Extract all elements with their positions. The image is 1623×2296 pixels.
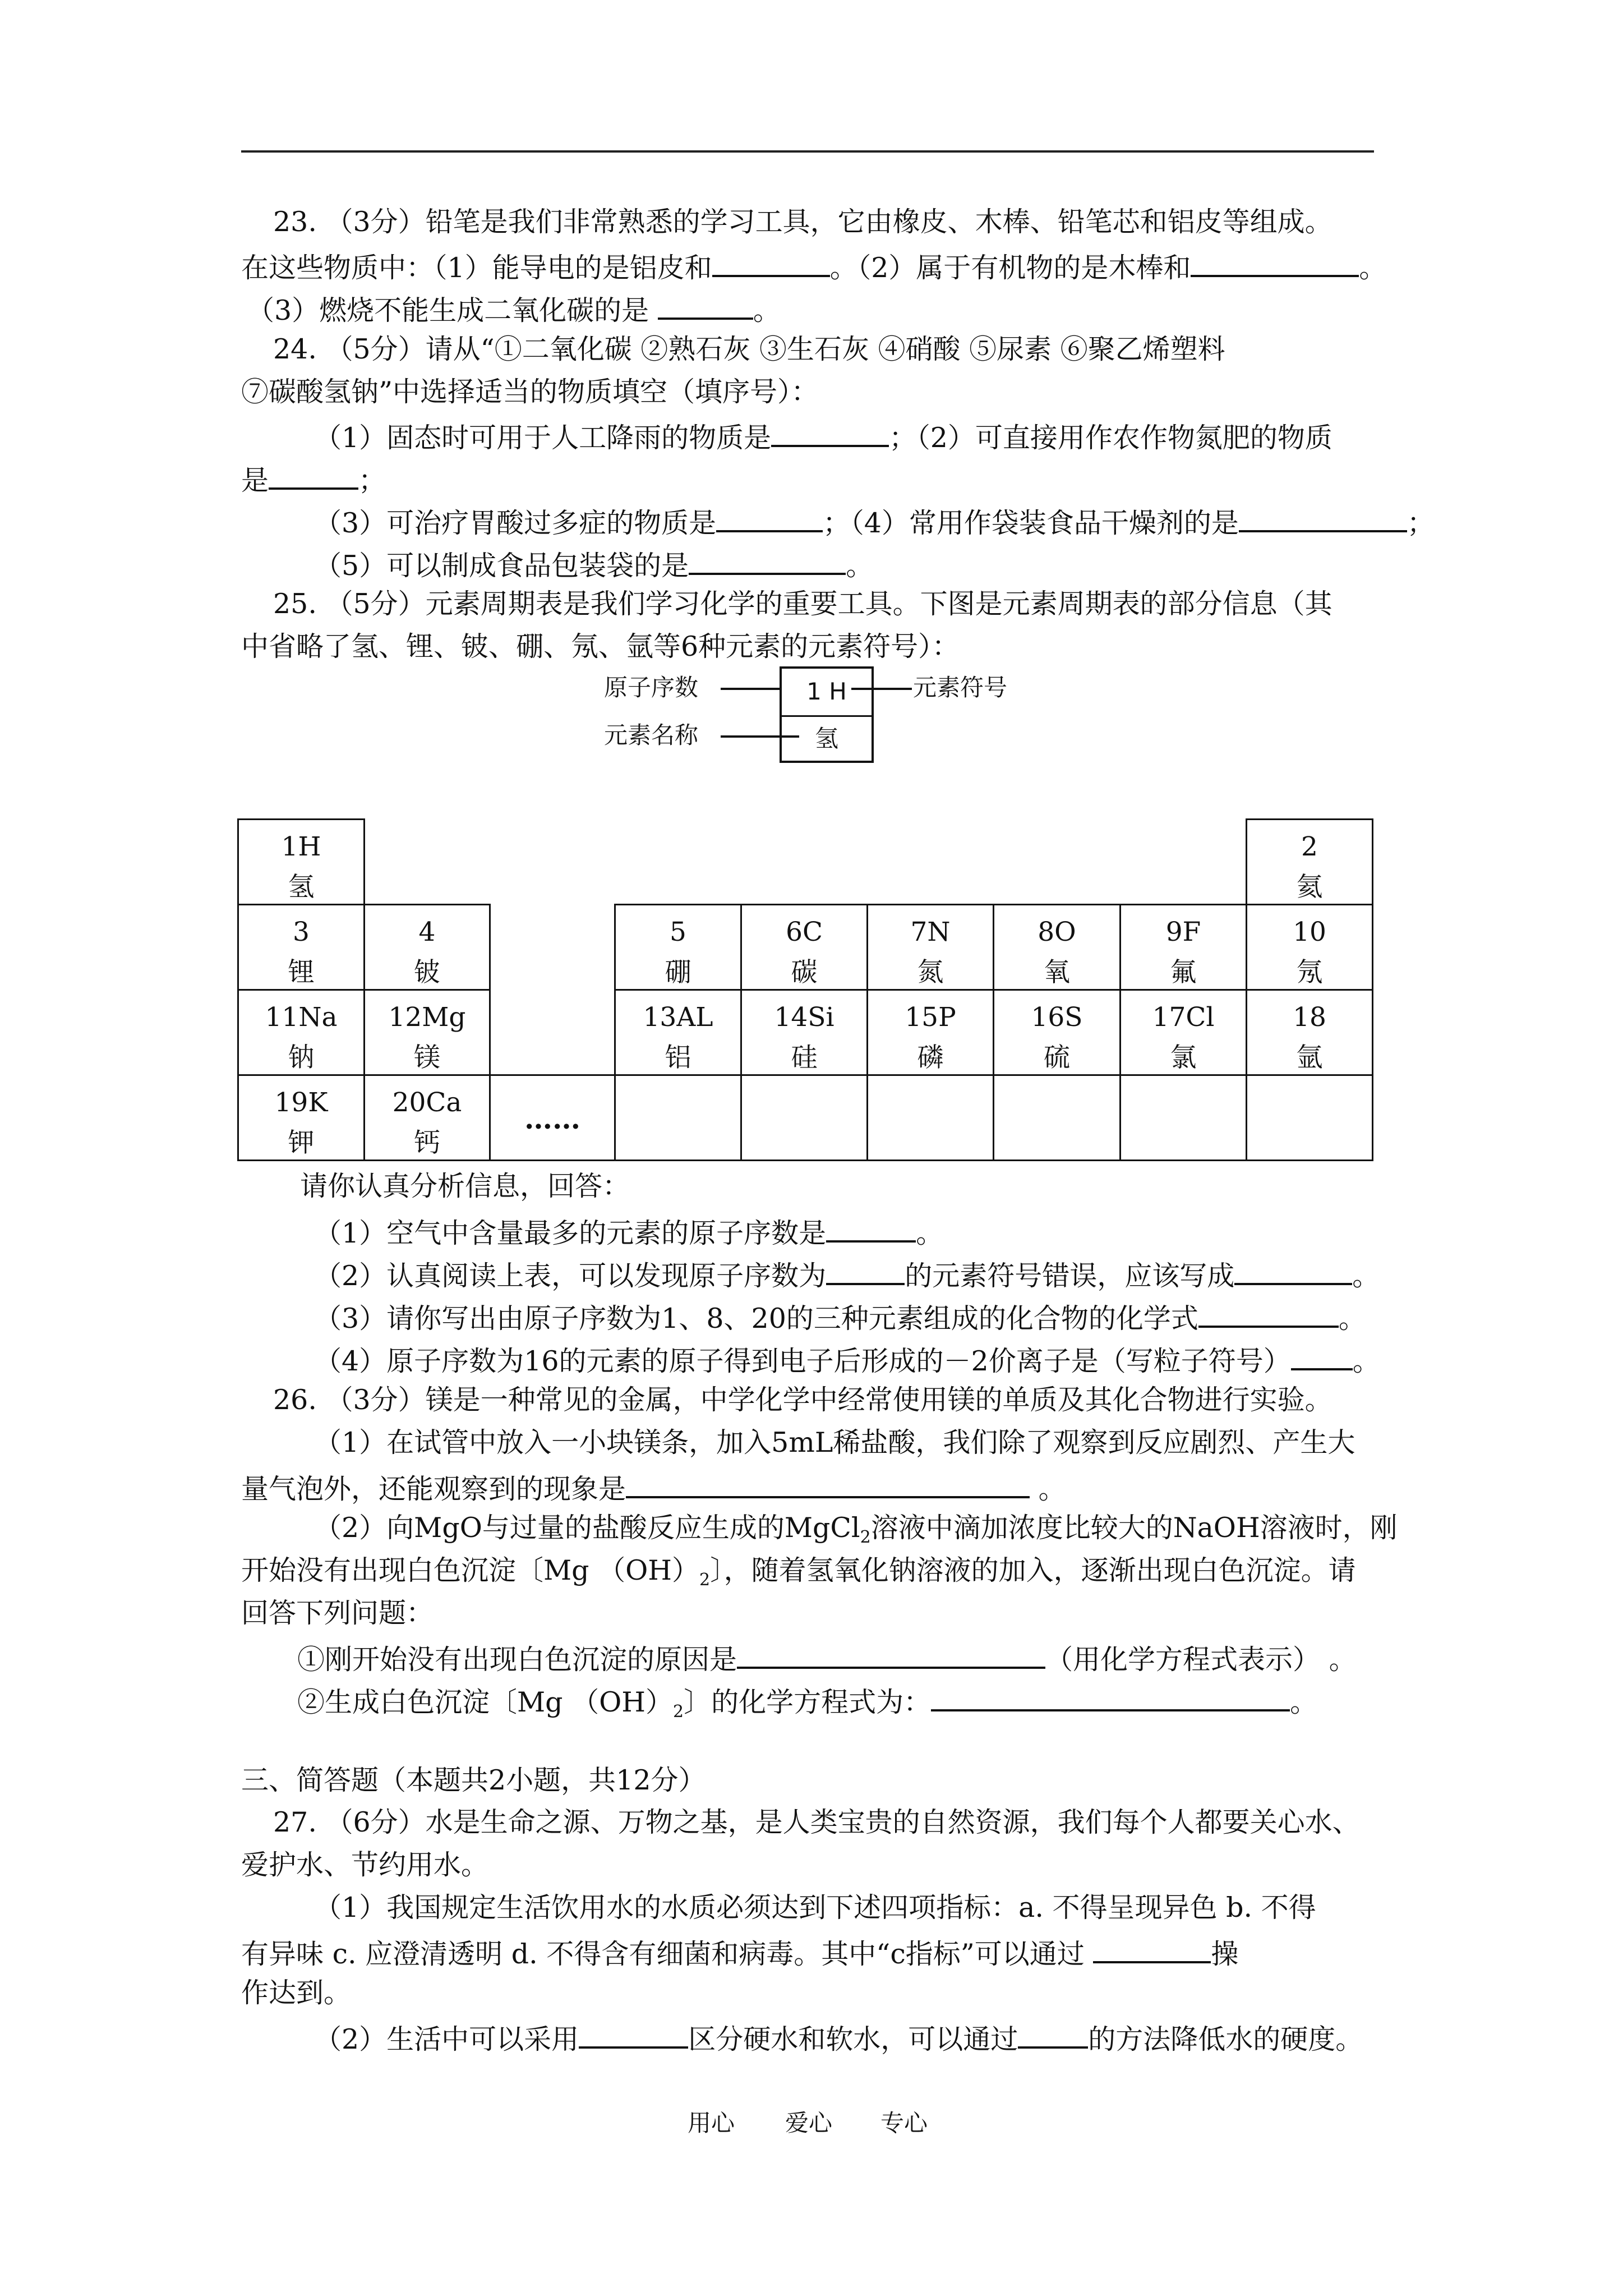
table-cell-19: 19K 钾 [237,1074,365,1161]
table-cell-18: 18 氩 [1246,989,1373,1076]
q27-line4: 有异味 c. 应澄清透明 d. 不得含有细菌和病毒。其中“c指标”可以通过 操 [241,1936,1238,1968]
key-element-name-label: 元素名称 [604,721,699,749]
q24-blank-2[interactable] [269,463,358,490]
q25-blank-1[interactable] [826,1216,916,1243]
q27-blank-3[interactable] [1018,2022,1088,2049]
table-cell-7: 7N 氮 [866,904,994,991]
q27-line1: 27. （6分）水是生命之源、万物之基，是人类宝贵的自然资源，我们每个人都要关心水、 [273,1806,1360,1838]
q25-line1: 25. （5分）元素周期表是我们学习化学的重要工具。下图是元素周期表的部分信息（其 [273,588,1332,620]
q26-blank-1[interactable] [626,1471,1030,1498]
table-cell-11: 11Na 钠 [237,989,365,1076]
q25-part2: （2）认真阅读上表，可以发现原子序数为 的元素符号错误，应该写成 。 [314,1258,1380,1290]
footer-text-1: 用心 [688,2109,735,2137]
section-3-title: 三、简答题（本题共2小题，共12分） [241,1764,706,1796]
table-cell-16: 16S 硫 [993,989,1121,1076]
table-cell-5: 5 硼 [614,904,742,991]
q26-blank-2[interactable] [737,1642,1045,1669]
q24-line4: 是 ； [241,463,386,494]
q24-line6: （5）可以制成食品包装袋的是 。 [314,548,873,579]
table-cell-20: 20Ca 钙 [363,1074,491,1161]
table-cell-1: 1H 氢 [237,818,365,905]
q27-line3: （1）我国规定生活饮用水的水质必须达到下述四项指标：a. 不得呈现异色 b. 不得 [314,1892,1316,1924]
key-connector-right [851,688,912,690]
table-cell-15: 15P 磷 [866,989,994,1076]
key-symbol-label: 元素符号 [913,674,1008,701]
q24-blank-1[interactable] [771,420,889,447]
table-cell-12: 12Mg 镁 [363,989,491,1076]
table-cell-6: 6C 碳 [740,904,868,991]
q27-blank-1[interactable] [1093,1936,1211,1963]
q26-line2: （1）在试管中放入一小块镁条，加入5mL稀盐酸，我们除了观察到反应剧烈、产生大 [314,1427,1355,1458]
q23-blank-1[interactable] [712,250,830,277]
q24-line2: ⑦碳酸氢钠”中选择适当的物质填空（填序号）： [241,376,819,408]
table-cell-13: 13AL 铝 [614,989,742,1076]
q25-blank-4[interactable] [1198,1301,1339,1328]
table-cell-14: 14Si 硅 [740,989,868,1076]
table-cell-8: 8O 氧 [993,904,1121,991]
q26-blank-3[interactable] [931,1685,1290,1711]
q26-line3: 量气泡外，还能观察到的现象是 。 [241,1471,1066,1503]
key-connector-left-top [721,688,781,690]
key-box-separator [782,715,872,717]
q26-line7: ①刚开始没有出现白色沉淀的原因是 （用化学方程式表示） 。 [297,1642,1357,1673]
q27-line2: 爱护水、节约用水。 [241,1849,489,1881]
q23-blank-2[interactable] [1191,250,1359,277]
q24-blank-4[interactable] [1239,505,1407,532]
footer-text-2: 爱心 [785,2109,833,2137]
q26-line5: 开始没有出现白色沉淀〔Mg $(OH)_2$〕，随着氢氧化钠溶液的加入，逐渐出现白色沉淀。请 [241,1554,1356,1590]
table-cell-empty [1119,1074,1247,1161]
table-cell-17: 17Cl 氯 [1119,989,1247,1076]
q26-line4: （2）向MgO与过量的盐酸反应生成的MgCl$_2$溶液中滴加浓度比较大的NaOH溶液时，刚 [314,1512,1398,1547]
table-cell-2: 2 氦 [1246,818,1373,905]
table-cell-empty [993,1074,1121,1161]
q23-line2: 在这些物质中：（1）能导电的是铝皮和 。（2）属于有机物的是木棒和 。 [241,250,1386,282]
q26-line1: 26. （3分）镁是一种常见的金属，中学化学中经常使用镁的单质及其化合物进行实验。 [273,1384,1332,1416]
table-cell-3: 3 锂 [237,904,365,991]
q24-line3: （1）固态时可用于人工降雨的物质是 ；（2）可直接用作农作物氮肥的物质 [314,420,1332,452]
key-atomic-number-label: 原子序数 [604,674,699,701]
table-cell-empty [740,1074,868,1161]
q25-part4: （4）原子序数为16的元素的原子得到电子后形成的－2价离子是（写粒子符号） 。 [314,1343,1380,1375]
q25-blank-5[interactable] [1291,1343,1353,1370]
q25-line2: 中省略了氢、锂、铍、硼、氖、氩等6种元素的元素符号）： [241,631,960,662]
table-ellipsis: …… [524,1102,580,1135]
q27-line6: （2）生活中可以采用 区分硬水和软水，可以通过 的方法降低水的硬度。 [314,2022,1363,2053]
q24-line5: （3）可治疗胃酸过多症的物质是 ；（4）常用作袋装食品干燥剂的是 ； [314,505,1435,537]
table-cell-empty [866,1074,994,1161]
table-cell-empty [614,1074,742,1161]
q24-blank-5[interactable] [689,548,846,575]
q23-line1: 23. （3分）铅笔是我们非常熟悉的学习工具，它由橡皮、木棒、铅笔芯和铝皮等组成。 [273,206,1332,238]
header-rule [241,150,1374,153]
q26-line8: ②生成白色沉淀〔Mg $(OH)_2$〕的化学方程式为： 。 [297,1685,1317,1720]
q27-line5: 作达到。 [241,1977,352,2009]
q27-blank-2[interactable] [579,2022,688,2049]
q25-part1: （1）空气中含量最多的元素的原子序数是 。 [314,1216,943,1247]
q25-intro: 请你认真分析信息，回答： [300,1170,630,1202]
q25-part3: （3）请你写出由原子序数为1、8、20的三种元素组成的化合物的化学式 。 [314,1301,1366,1332]
q23-blank-3[interactable] [658,293,753,320]
q25-blank-3[interactable] [1234,1258,1352,1285]
q24-blank-3[interactable] [716,505,823,532]
key-box-symbol: 1 H [806,678,847,705]
q25-blank-2[interactable] [826,1258,905,1285]
table-cell-empty [1246,1074,1373,1161]
key-element-box [780,666,874,763]
table-cell-4: 4 铍 [363,904,491,991]
q23-line3: （3）燃烧不能生成二氧化碳的是 。 [247,293,781,324]
table-cell-10: 10 氖 [1246,904,1373,991]
table-cell-9: 9F 氟 [1119,904,1247,991]
q26-line6: 回答下列问题： [241,1597,434,1629]
q24-line1: 24. （5分）请从“①二氧化碳 ②熟石灰 ③生石灰 ④硝酸 ⑤尿素 ⑥聚乙烯塑料 [273,333,1225,365]
key-box-name: 氢 [814,725,838,752]
footer-text-3: 专心 [880,2109,928,2137]
